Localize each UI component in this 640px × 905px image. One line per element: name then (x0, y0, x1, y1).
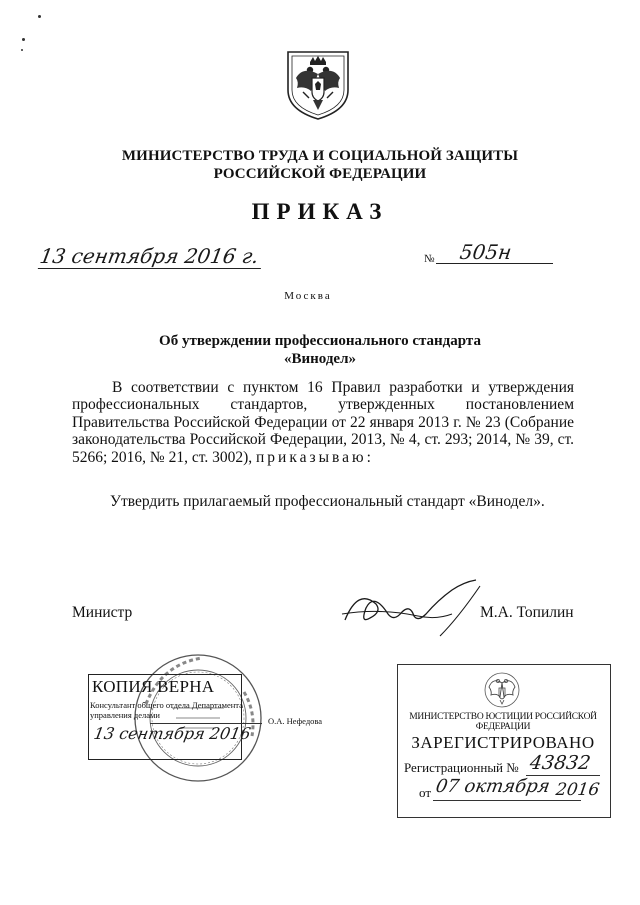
scan-speck (22, 38, 25, 41)
copy-certifier-name: О.А. Нефедова (268, 716, 323, 726)
body-paragraph-1 (72, 379, 574, 466)
body-paragraph-2: Утвердить прилагаемый профессиональный стандарт «Винодел». (110, 493, 545, 510)
ministry-name-line-2: РОССИЙСКОЙ ФЕДЕРАЦИИ (213, 166, 427, 182)
document-type-title: ПРИКАЗ (251, 199, 389, 224)
signatory-position: Министр (72, 604, 133, 621)
ministry-name-line-1: МИНИСТЕРСТВО ТРУДА И СОЦИАЛЬНОЙ ЗАЩИТЫ (121, 148, 519, 164)
coat-of-arms-emblem-icon (283, 48, 353, 122)
body-paragraph-1-text: В соответствии с пунктом 16 Правил разработки и утверждения профессиональных стандартов, утвержденных постановлением Правительства Российской Федерации от 22 января 2013 г. № 23 (Собрание законодательства Российской Федерации, 2013, № 4, ст. 293; 2014, № 39, ст. 5266; 2016, № 21, ст. 3002), (72, 379, 574, 466)
copy-certified-title: КОПИЯ ВЕРНА (92, 677, 215, 696)
decree-word: приказываю: (256, 448, 374, 466)
order-subject-line-2: «Винодел» (283, 351, 357, 367)
copy-date-handwritten: 13 сентября 2016 (92, 724, 253, 743)
minister-signature-icon (340, 578, 490, 648)
scan-speck (38, 15, 41, 18)
order-date-handwritten: 13 сентября 2016 г. (38, 244, 265, 269)
order-subject-line-1: Об утверждении профессионального стандарта (159, 333, 481, 349)
registration-date-prefix: от (419, 785, 432, 800)
order-city: Москва (284, 290, 332, 302)
registration-date-underline (433, 800, 581, 801)
registration-ministry: МИНИСТЕРСТВО ЮСТИЦИИ РОССИЙСКОЙ ФЕДЕРАЦИИ (409, 712, 597, 732)
registration-date-handwritten: 07 октября (434, 776, 552, 797)
registration-year-handwritten: 2016 (554, 780, 601, 800)
signatory-name: М.А. Топилин (480, 604, 574, 621)
registration-number-label: Регистрационный № (404, 760, 519, 775)
registration-title: ЗАРЕГИСТРИРОВАНО (411, 733, 595, 752)
registration-number-handwritten: 43832 (528, 752, 592, 774)
registration-emblem-icon (483, 671, 521, 709)
scan-speck (21, 49, 23, 51)
order-number-label: № (424, 253, 435, 265)
copy-certifier-position: Консультант общего отдела Департамента управления делами (90, 700, 243, 720)
order-number-handwritten: 505н (458, 240, 514, 264)
